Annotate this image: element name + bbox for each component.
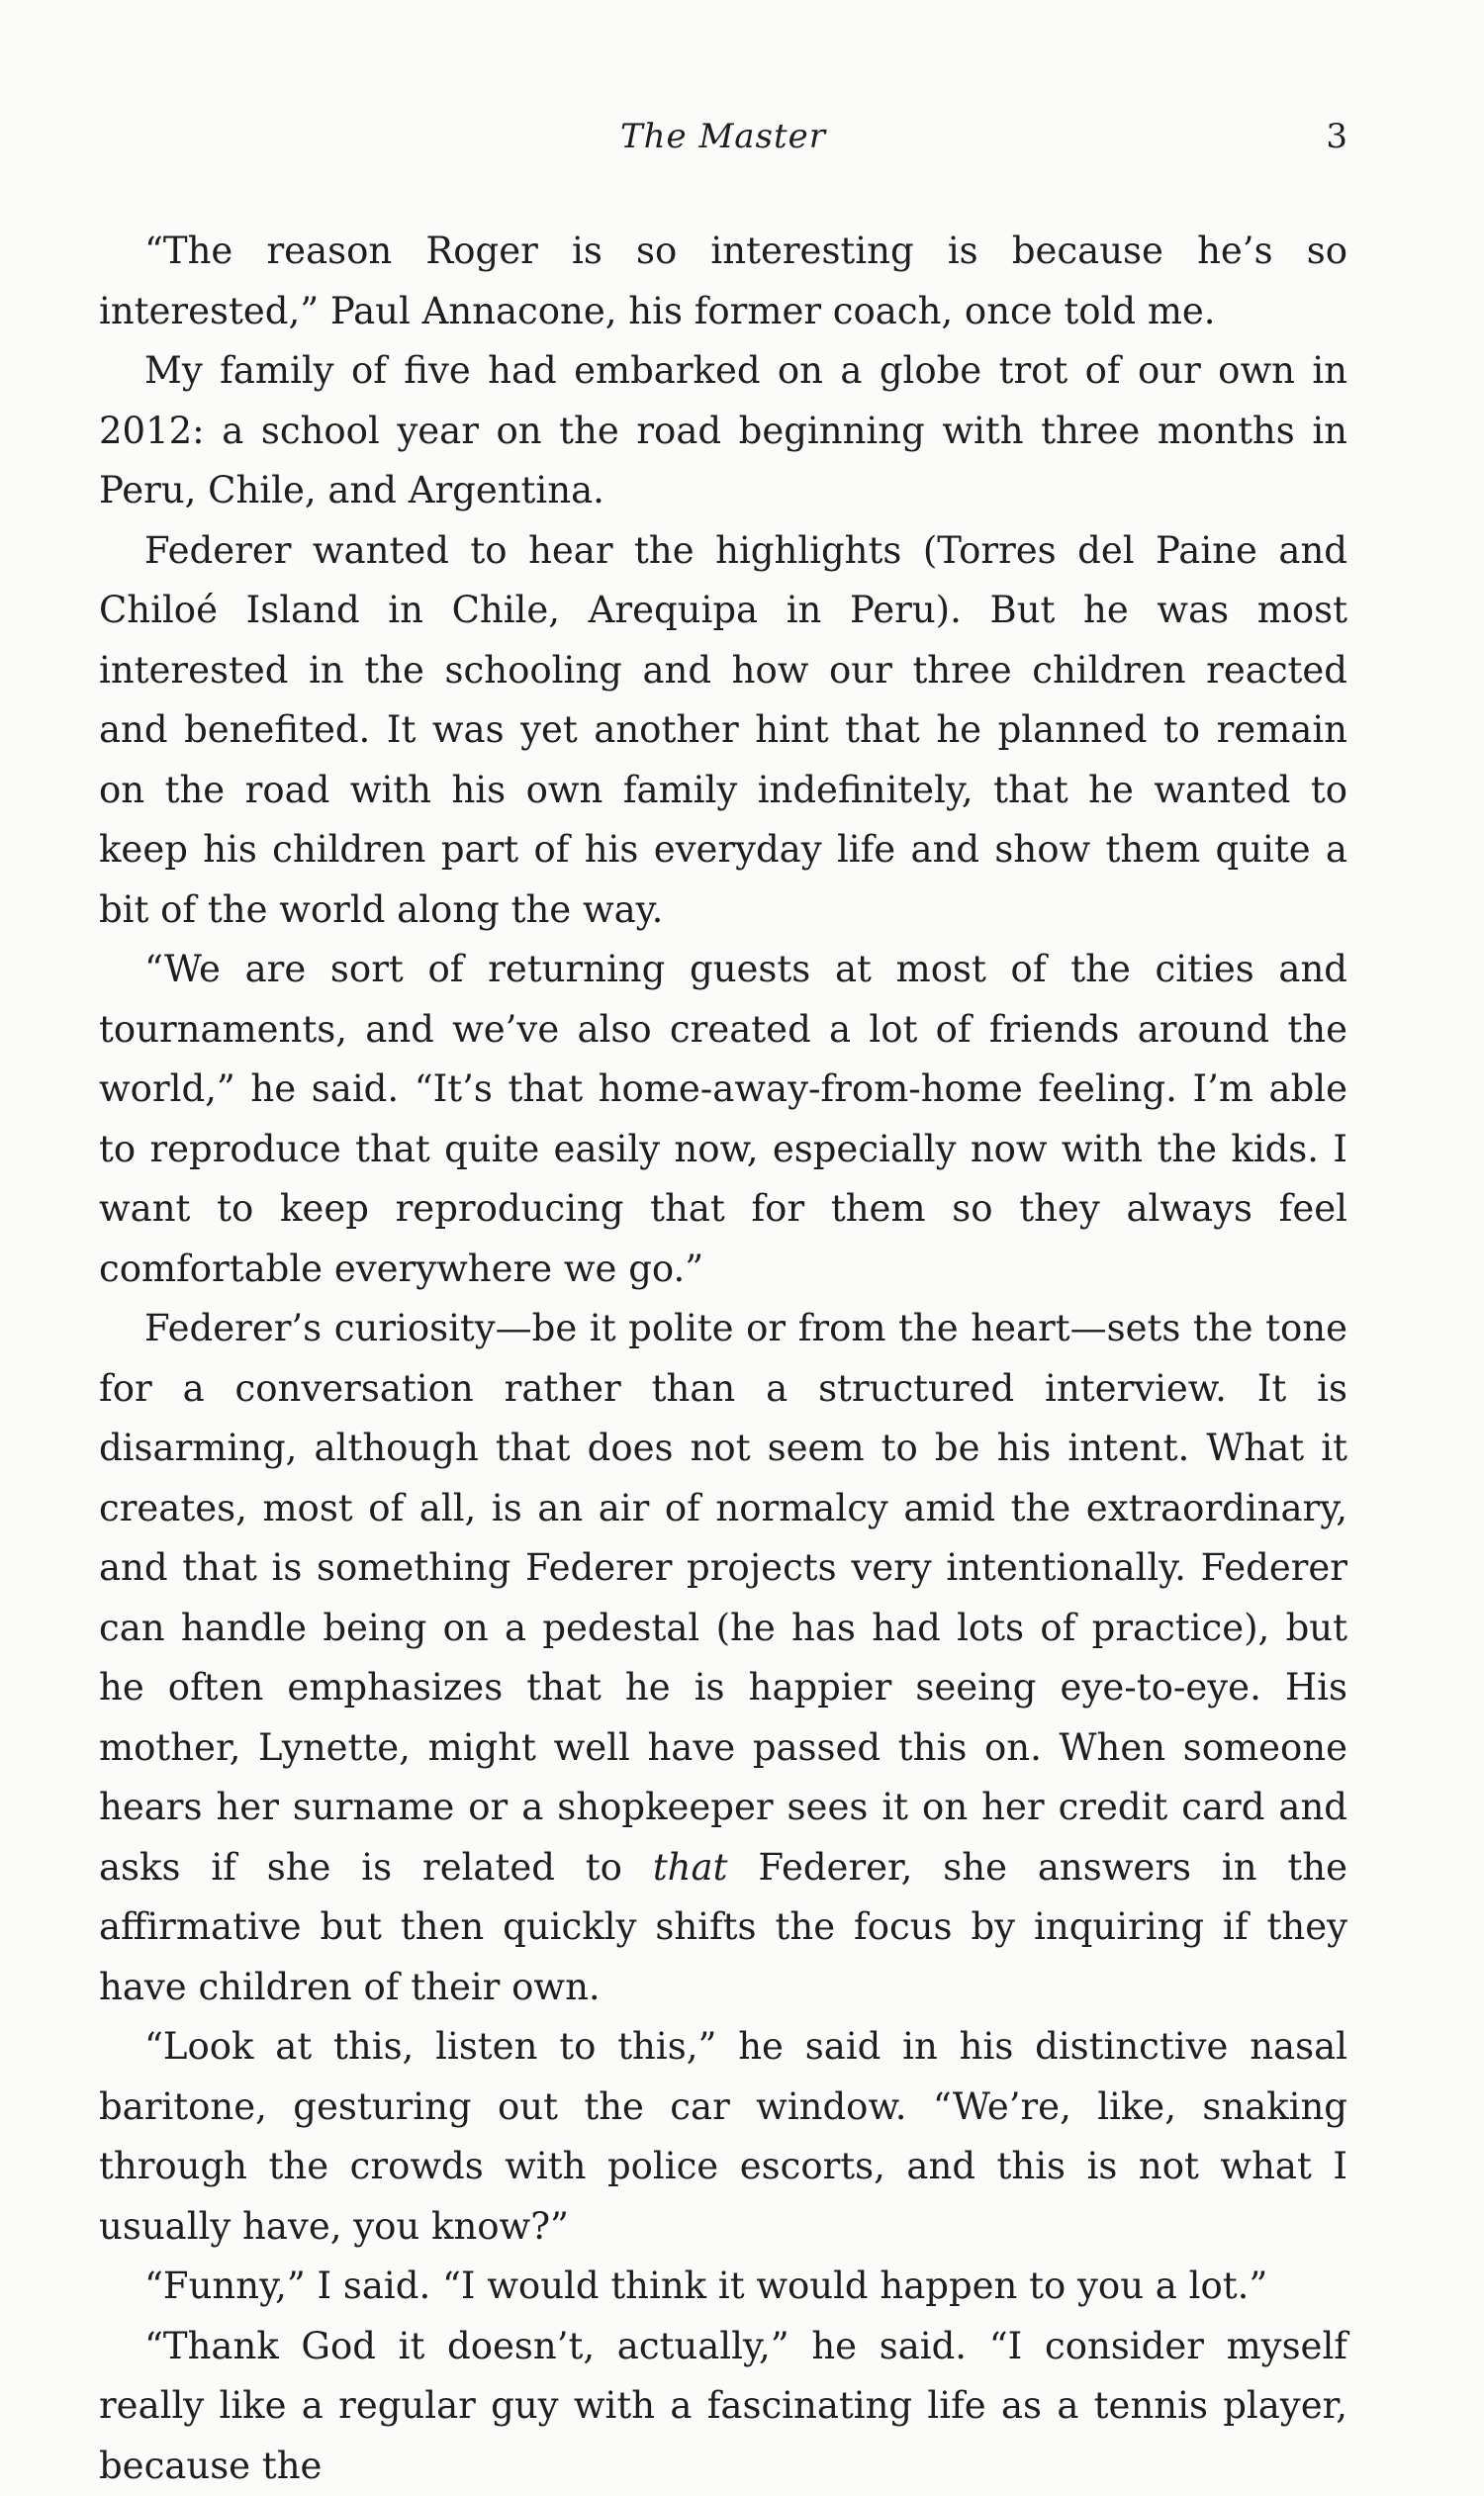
paragraph-text: Federer’s curiosity—be it polite or from the heart—sets the tone for a conversation rather than a structured interview. It is disarming, although that does not seem to be his intent. What it creates, most of all, is an air of normalcy amid the extraordinary, and that is something Federer projects very intentionally. Federer can handle being on a pedestal (he has had lots of practice), but he often emphasizes that he is happier seeing eye-to-eye. His mother, Lynette, might well have passed this on. When someone hears her surname or a shopkeeper sees it on her credit card and asks if she is related to [99,1307,1347,1889]
paragraph: “We are sort of returning guests at most of the cities and tournaments, and we’ve also created a lot of friends around the world,” he said. “It’s that home-away-from-home feeling. I’m able to reproduce that quite easily now, especially now with the kids. I want to keep reproducing that for them so they always feel comfortable everywhere we go.” [99,940,1347,1299]
body-text [99,222,1347,2496]
paragraph [99,1299,1347,2017]
paragraph: Federer wanted to hear the highlights (Torres del Paine and Chiloé Island in Chile, Arequipa in Peru). But he was most interested in the schooling and how our three children reacted and benefited. It was yet another hint that he planned to remain on the road with his own family indefinitely, that he wanted to keep his children part of his everyday life and show them quite a bit of the world along the way. [99,521,1347,941]
paragraph: “Funny,” I said. “I would think it would happen to you a lot.” [99,2257,1347,2317]
page-number: 3 [1326,111,1347,162]
paragraph: “Look at this, listen to this,” he said in his distinctive nasal baritone, gesturing out the car window. “We’re, like, snaking through the crowds with police escorts, and this is not what I usually have, you know?” [99,2017,1347,2257]
paragraph: “The reason Roger is so interesting is because he’s so interested,” Paul Annacone, his former coach, once told me. [99,222,1347,341]
paragraph: My family of five had embarked on a globe trot of our own in 2012: a school year on the road beginning with three months in Peru, Chile, and Argentina. [99,341,1347,521]
emphasized-word: that [653,1846,728,1889]
running-head [99,111,1347,162]
paragraph-text: Federer, she answers in the affirmative but then quickly shifts the focus by inquiring if they have children of their own. [99,1846,1347,2008]
paragraph: “Thank God it doesn’t, actually,” he said. “I consider myself really like a regular guy with a fascinating life as a tennis player, because the [99,2317,1347,2496]
running-title: The Master [99,111,1347,162]
